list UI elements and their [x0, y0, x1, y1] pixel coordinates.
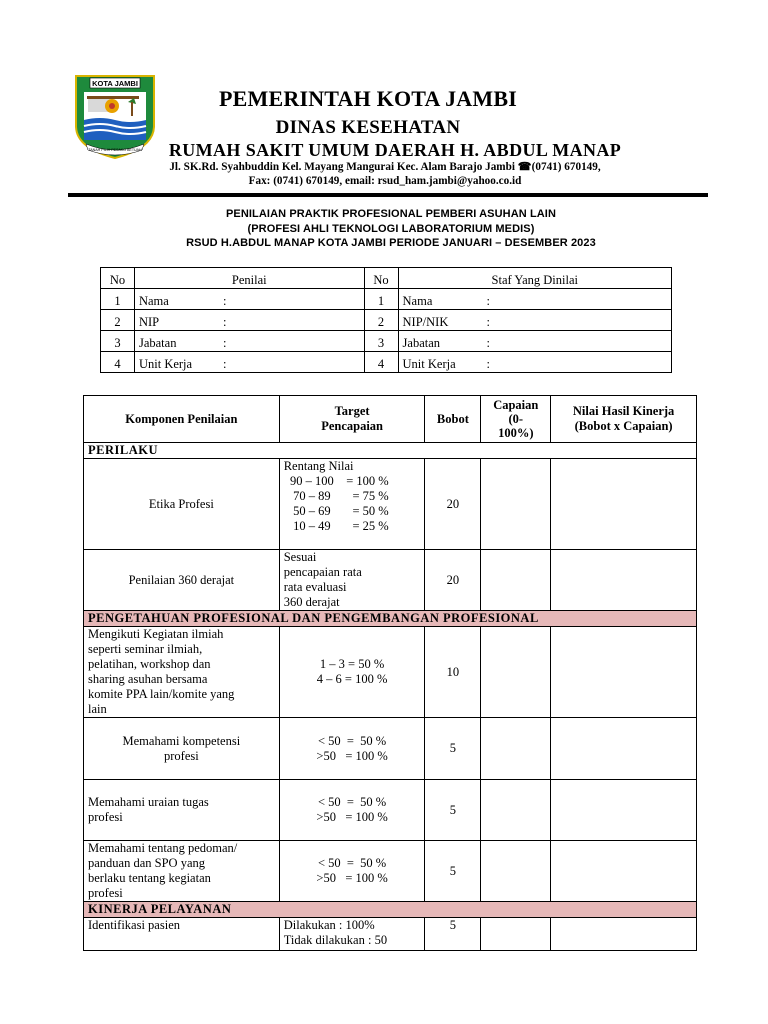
- header-address: [125, 160, 645, 188]
- row-no: 4: [101, 352, 135, 373]
- section-kinerja: KINERJA PELAYANAN: [84, 902, 697, 918]
- section-row: [84, 902, 697, 918]
- staf-jabatan[interactable]: Jabatan :: [398, 331, 671, 352]
- header-no-right: No: [364, 268, 398, 289]
- row-no: 2: [101, 310, 135, 331]
- komponen-cell: Memahami kompetensi profesi: [84, 718, 280, 780]
- header-staf: Staf Yang Dinilai: [398, 268, 671, 289]
- bobot-cell: 5: [425, 718, 481, 780]
- capaian-input-cell[interactable]: [481, 459, 551, 550]
- capaian-input-cell[interactable]: [481, 627, 551, 718]
- table-row: [84, 841, 697, 902]
- target-cell: < 50 = 50 % >50 = 100 %: [279, 718, 425, 780]
- title-line-1: PENILAIAN PRAKTIK PROFESIONAL PEMBERI ASUHAN LAIN: [225, 208, 557, 220]
- penilai-unit-kerja[interactable]: Unit Kerja :: [134, 352, 364, 373]
- bobot-cell: 5: [425, 841, 481, 902]
- table-row: [84, 918, 697, 951]
- nilai-input-cell[interactable]: [551, 780, 697, 841]
- row-no: 1: [101, 289, 135, 310]
- header-nilai: Nilai Hasil Kinerja (Bobot x Capaian): [551, 396, 697, 443]
- target-cell: Dilakukan : 100% Tidak dilakukan : 50: [279, 918, 425, 951]
- row-no: 1: [364, 289, 398, 310]
- assessment-table: [83, 395, 697, 951]
- identity-row: [101, 352, 672, 373]
- address-line-2: Fax: (0741) 670149, email: rsud_ham.jambi@yahoo.co.id: [248, 175, 522, 187]
- kota-jambi-logo: [72, 74, 158, 160]
- header-capaian: Capaian (0- 100%): [481, 396, 551, 443]
- section-pengetahuan: PENGETAHUAN PROFESIONAL DAN PENGEMBANGAN PROFESIONAL: [84, 611, 697, 627]
- header-department: DINAS KESEHATAN: [275, 117, 461, 138]
- header-divider: [68, 193, 708, 197]
- komponen-cell: Mengikuti Kegiatan ilmiah seperti seminar ilmiah, pelatihan, workshop dan sharing asuhan bersama komite PPA lain/komite yang lain: [84, 627, 280, 718]
- capaian-input-cell[interactable]: [481, 718, 551, 780]
- row-no: 2: [364, 310, 398, 331]
- target-cell: < 50 = 50 % >50 = 100 %: [279, 780, 425, 841]
- title-line-2: (PROFESI AHLI TEKNOLOGI LABORATORIUM MEDIS): [247, 222, 535, 235]
- header-bobot: Bobot: [425, 396, 481, 443]
- address-line-1: Jl. SK.Rd. Syahbuddin Kel. Mayang Mangurai Kec. Alam Barajo Jambi ☎(0741) 670149,: [169, 161, 601, 173]
- table-row: [84, 550, 697, 611]
- table-row: [84, 459, 697, 550]
- target-cell: < 50 = 50 % >50 = 100 %: [279, 841, 425, 902]
- komponen-cell: Identifikasi pasien: [84, 918, 280, 951]
- nilai-input-cell[interactable]: [551, 627, 697, 718]
- table-row: [84, 627, 697, 718]
- bobot-cell: 5: [425, 918, 481, 951]
- nilai-input-cell[interactable]: [551, 459, 697, 550]
- header-no-left: No: [101, 268, 135, 289]
- bobot-cell: 20: [425, 550, 481, 611]
- capaian-input-cell[interactable]: [481, 918, 551, 951]
- capaian-input-cell[interactable]: [481, 841, 551, 902]
- identity-header-row: [101, 268, 672, 289]
- capaian-input-cell[interactable]: [481, 550, 551, 611]
- target-cell: Rentang Nilai 90 – 100 = 100 % 70 – 89 = 75 % 50 – 69 = 50 % 10 – 49 = 25 %: [279, 459, 425, 550]
- logo-motto: TANAH PILIH PESAKO BETUAH: [88, 148, 142, 152]
- section-perilaku: PERILAKU: [84, 443, 697, 459]
- title-line-3: RSUD H.ABDUL MANAP KOTA JAMBI PERIODE JANUARI – DESEMBER 2023: [186, 237, 596, 249]
- logo-text: KOTA JAMBI: [92, 79, 138, 88]
- nilai-input-cell[interactable]: [551, 841, 697, 902]
- target-cell: Sesuai pencapaian rata rata evaluasi 360 derajat: [279, 550, 425, 611]
- header-penilai: Penilai: [134, 268, 364, 289]
- penilai-nip[interactable]: NIP :: [134, 310, 364, 331]
- komponen-cell: Penilaian 360 derajat: [84, 550, 280, 611]
- komponen-cell: Memahami uraian tugas profesi: [84, 780, 280, 841]
- staf-nama[interactable]: Nama :: [398, 289, 671, 310]
- nilai-input-cell[interactable]: [551, 550, 697, 611]
- bobot-cell: 5: [425, 780, 481, 841]
- header-komponen: Komponen Penilaian: [84, 396, 280, 443]
- identity-table: [100, 267, 672, 373]
- document-title: [96, 207, 686, 251]
- nilai-input-cell[interactable]: [551, 918, 697, 951]
- row-no: 3: [364, 331, 398, 352]
- capaian-input-cell[interactable]: [481, 780, 551, 841]
- table-row: [84, 718, 697, 780]
- identity-row: [101, 289, 672, 310]
- table-row: [84, 780, 697, 841]
- nilai-input-cell[interactable]: [551, 718, 697, 780]
- staf-unit-kerja[interactable]: Unit Kerja :: [398, 352, 671, 373]
- header-hospital: RUMAH SAKIT UMUM DAERAH H. ABDUL MANAP: [168, 140, 622, 160]
- section-row: [84, 443, 697, 459]
- row-no: 3: [101, 331, 135, 352]
- penilai-jabatan[interactable]: Jabatan :: [134, 331, 364, 352]
- section-row: [84, 611, 697, 627]
- header-target: Target Pencapaian: [279, 396, 425, 443]
- penilai-nama[interactable]: Nama :: [134, 289, 364, 310]
- header-government: PEMERINTAH KOTA JAMBI: [219, 86, 517, 111]
- staf-nip[interactable]: NIP/NIK :: [398, 310, 671, 331]
- komponen-cell: Etika Profesi: [84, 459, 280, 550]
- bobot-cell: 20: [425, 459, 481, 550]
- target-cell: 1 – 3 = 50 % 4 – 6 = 100 %: [279, 627, 425, 718]
- bobot-cell: 10: [425, 627, 481, 718]
- komponen-cell: Memahami tentang pedoman/ panduan dan SPO yang berlaku tentang kegiatan profesi: [84, 841, 280, 902]
- assessment-header-row: [84, 396, 697, 443]
- identity-row: [101, 331, 672, 352]
- identity-row: [101, 310, 672, 331]
- row-no: 4: [364, 352, 398, 373]
